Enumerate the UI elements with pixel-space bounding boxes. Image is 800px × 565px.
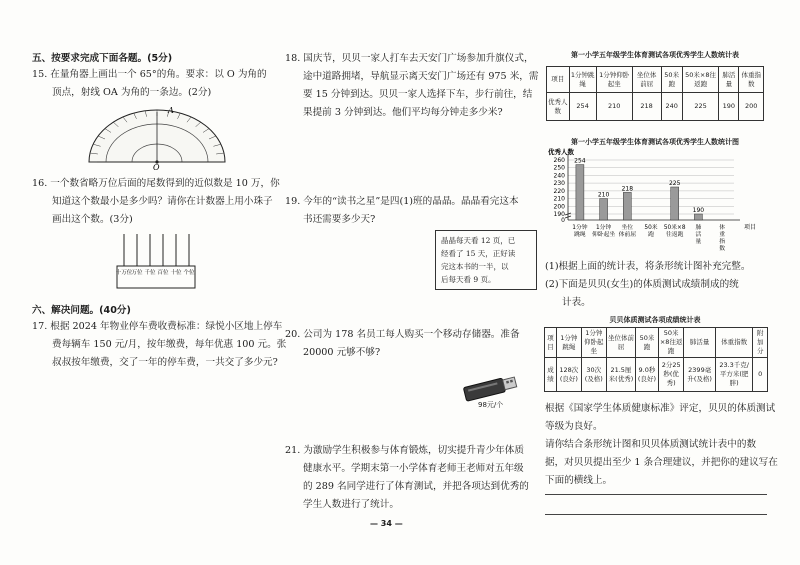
table2-header: 附加分	[753, 328, 768, 358]
table1-row-label: 优秀人数	[547, 93, 570, 121]
protractor-label-a: A	[168, 106, 174, 115]
abacus-label-hundreds: 百位	[157, 270, 169, 276]
q20-line2: 20000 元够不够?	[303, 347, 381, 358]
q19-box-line4: 后每天看 9 页。	[441, 275, 496, 284]
chart-data-label: 218	[621, 185, 634, 193]
chart-data-label: 190	[692, 207, 705, 214]
chart-x-tick-label: 50米×8	[663, 225, 686, 231]
p2-line3: 下面的横线上。	[545, 475, 613, 486]
table2-header: 50米×8往返跑	[658, 328, 684, 358]
q21-line3: 的 289 名同学进行了体育测试，并把各项达到优秀的	[303, 481, 529, 492]
q18-line4: 果提前 3 分钟到达。他们平均每分钟走多少米?	[303, 107, 503, 118]
q21-line2: 健康水平。学期末第一小学体育老师王老师对五年级	[303, 463, 524, 474]
p2-line2: 据，对贝贝提出至少 1 条合理建议，并把你的建议写在	[545, 457, 778, 468]
chart-x-tick-label: 体	[719, 225, 726, 231]
table2-header: 坐位体前屈	[606, 328, 635, 358]
chart-data-label: 210	[597, 191, 610, 199]
chart-title: 第一小学五年级学生体育测试各项优秀学生人数统计图	[571, 138, 739, 146]
table1-header: 项目	[547, 67, 570, 93]
chart-y-tick-label: 190	[553, 211, 565, 218]
q19-box-line2: 经看了 15 天，正好读	[441, 249, 516, 258]
table2-title: 贝贝体质测试各项成绩统计表	[609, 316, 701, 324]
table1-cell: 254	[569, 93, 596, 121]
abacus-label-tens: 十位	[170, 270, 182, 276]
chart-bar	[694, 214, 702, 220]
abacus[interactable]	[114, 230, 198, 292]
abacus-label-ones: 个位	[183, 270, 195, 276]
q18-line3: 要 15 分钟到达。贝贝一家人选择下车，步行前往，结	[303, 89, 533, 100]
chart-y-axis-title: 优秀人数	[548, 148, 574, 156]
q16-line2: 知道这个数最小是多少吗？请你在计数器上用小珠子	[52, 196, 273, 207]
table2-cell: 23.3千克/平方米(肥胖)	[715, 358, 753, 392]
table2-cell: 2分25秒(优秀)	[658, 358, 684, 392]
q16-line3: 画出这个数。(3分)	[52, 214, 133, 225]
q19-line1: 19. 今年的“读书之星”是四(1)班的晶晶。晶晶看完这本	[285, 196, 519, 207]
q18-line1: 18. 国庆节，贝贝一家人打车去天安门广场参加升旗仪式，	[285, 53, 534, 64]
q21-sub2-line2: 计表。	[562, 297, 591, 308]
table1-cell: 240	[661, 93, 682, 121]
table1-header: 坐位体前屈	[632, 67, 661, 93]
chart-x-tick-label: 活	[695, 232, 702, 238]
table1-cell: 200	[739, 93, 764, 121]
table2	[544, 327, 768, 392]
chart-x-tick-label: 坐位	[621, 225, 634, 231]
table2-header: 50米跑	[636, 328, 659, 358]
q21-sub2-line1: (2)下面是贝贝(女生)的体质测试成绩制成的统	[545, 279, 739, 290]
answer-line-1[interactable]	[545, 494, 767, 495]
table1	[546, 66, 764, 121]
table1-cell: 210	[596, 93, 632, 121]
chart-x-tick-label: 跑	[648, 232, 654, 238]
chart-x-tick-label: 重	[719, 232, 726, 238]
table1-header: 肺活量	[719, 67, 739, 93]
table1-header: 50米×8往返跑	[682, 67, 718, 93]
p1-line1: 根据《国家学生体质健康标准》评定，贝贝的体质测试	[545, 403, 776, 414]
section6-title: 六、解决问题。(40分)	[32, 305, 131, 316]
chart-y-tick-label: 230	[553, 180, 565, 188]
table2-cell: 2399毫升(及格)	[684, 358, 715, 392]
q21-sub1: (1)根据上面的统计表，将条形统计图补充完整。	[545, 261, 751, 272]
chart-x-tick-label: 量	[695, 239, 702, 245]
abacus-label-hundred-thousands: 十万位	[115, 270, 133, 276]
protractor[interactable]	[84, 104, 230, 170]
section5-title: 五、按要求完成下面各题。(5分)	[32, 53, 173, 64]
q19-info-box	[435, 230, 537, 290]
q21-line4: 学生人数进行了统计。	[303, 499, 399, 510]
q15-line1: 15. 在量角器上画出一个 65°的角。要求：以 O 为角的	[32, 69, 267, 80]
chart-x-tick-label: 往返跑	[665, 232, 684, 238]
chart-x-tick-label: 数	[719, 246, 726, 252]
q16-line1: 16. 一个数省略万位后面的尾数得到的近似数是 10 万，你	[32, 178, 280, 189]
chart-x-tick-label: 1分钟	[572, 225, 588, 231]
chart-y-tick-label: 240	[553, 172, 565, 180]
chart-y-tick-label: 0	[561, 217, 565, 224]
table1-header: 体重指数	[739, 67, 764, 93]
q19-box-line3: 完这本书的一半，以	[441, 262, 509, 271]
chart-x-tick-label: 1分钟	[595, 225, 612, 231]
table1-title: 第一小学五年级学生体育测试各项优秀学生人数统计表	[571, 51, 739, 59]
q17-line2: 费每辆车 150 元/月，按年缴费，每年优惠 100 元。张	[52, 339, 287, 350]
chart-x-tick-label: 体前屈	[618, 232, 637, 238]
chart-x-tick-label: 仰卧起坐	[591, 232, 616, 238]
q15-line2: 顶点，射线 OA 为角的一条边。(2分)	[52, 87, 212, 98]
table2-header: 项目	[545, 328, 557, 358]
q19-line2: 书还需要多少天?	[303, 214, 376, 225]
chart-data-label: 225	[668, 180, 681, 187]
q17-line1: 17. 根据 2024 年物业停车费收费标准：绿悦小区地上停车	[32, 321, 283, 332]
table1-header: 50米跑	[661, 67, 682, 93]
p1-line2: 等级为良好。	[545, 421, 603, 432]
chart-data-label: 254	[574, 157, 586, 165]
table2-header: 1分钟跳绳	[556, 328, 581, 358]
chart-y-tick-label: 250	[553, 164, 565, 172]
protractor-label-o: O	[153, 163, 160, 170]
table2-header: 肺活量	[684, 328, 715, 358]
table2-cell: 30次(及格)	[581, 358, 606, 392]
q20-line1: 20. 公司为 178 名员工每人购买一个移动存储器。准备	[285, 329, 520, 340]
abacus-label-ten-thousands: 万位	[131, 270, 143, 276]
table2-cell: 128次(良好)	[556, 358, 581, 392]
table2-cell: 0	[753, 358, 768, 392]
q21-line1: 21. 为激励学生积极参与体育锻炼，切实提升青少年体质	[285, 445, 524, 456]
table1-cell: 190	[719, 93, 739, 121]
q19-box-line1: 晶晶每天看 12 页，已	[441, 236, 516, 245]
chart-y-tick-label: 260	[553, 157, 565, 164]
abacus-label-thousands: 千位	[144, 270, 156, 276]
q17-line3: 叔叔按年缴费，交了一年的停车费，一共交了多少元?	[52, 357, 278, 368]
table2-row-label: 成绩	[545, 358, 557, 392]
chart-x-tick-label: 肺	[695, 225, 702, 231]
table1-header: 1分钟跳绳	[569, 67, 596, 93]
chart-y-tick-label: 200	[553, 203, 565, 211]
chart-x-tick-label: 指	[719, 239, 726, 245]
chart-bar	[671, 187, 679, 220]
table2-header: 1分钟仰卧起坐	[581, 328, 606, 358]
chart-bar	[600, 199, 608, 220]
q18-line2: 途中道路拥堵，导航显示离天安门广场还有 975 米，需	[303, 71, 539, 82]
chart-bar	[576, 165, 584, 220]
usb-drive-icon	[460, 372, 522, 402]
price-tag: 98元/个	[478, 401, 504, 409]
answer-line-2[interactable]	[545, 514, 767, 515]
chart-x-tick-label: 跳绳	[574, 232, 586, 238]
p2-line1: 请你结合条形统计图和贝贝体质测试统计表中的数	[545, 439, 757, 450]
chart-x-tick-label: 50米	[644, 225, 658, 231]
chart-y-tick-label: 220	[553, 187, 565, 195]
table1-cell: 218	[632, 93, 661, 121]
bar-chart	[538, 148, 778, 258]
page-number: — 34 —	[370, 519, 403, 528]
table1-cell: 225	[682, 93, 718, 121]
table1-header: 1分钟仰卧起坐	[596, 67, 632, 93]
table2-header: 体重指数	[715, 328, 753, 358]
chart-bar	[623, 192, 631, 220]
table2-cell: 21.5厘米(优秀)	[606, 358, 635, 392]
chart-y-tick-label: 210	[553, 195, 565, 203]
chart-x-axis-title: 项目	[744, 224, 757, 231]
table2-cell: 9.0秒(良好)	[636, 358, 659, 392]
